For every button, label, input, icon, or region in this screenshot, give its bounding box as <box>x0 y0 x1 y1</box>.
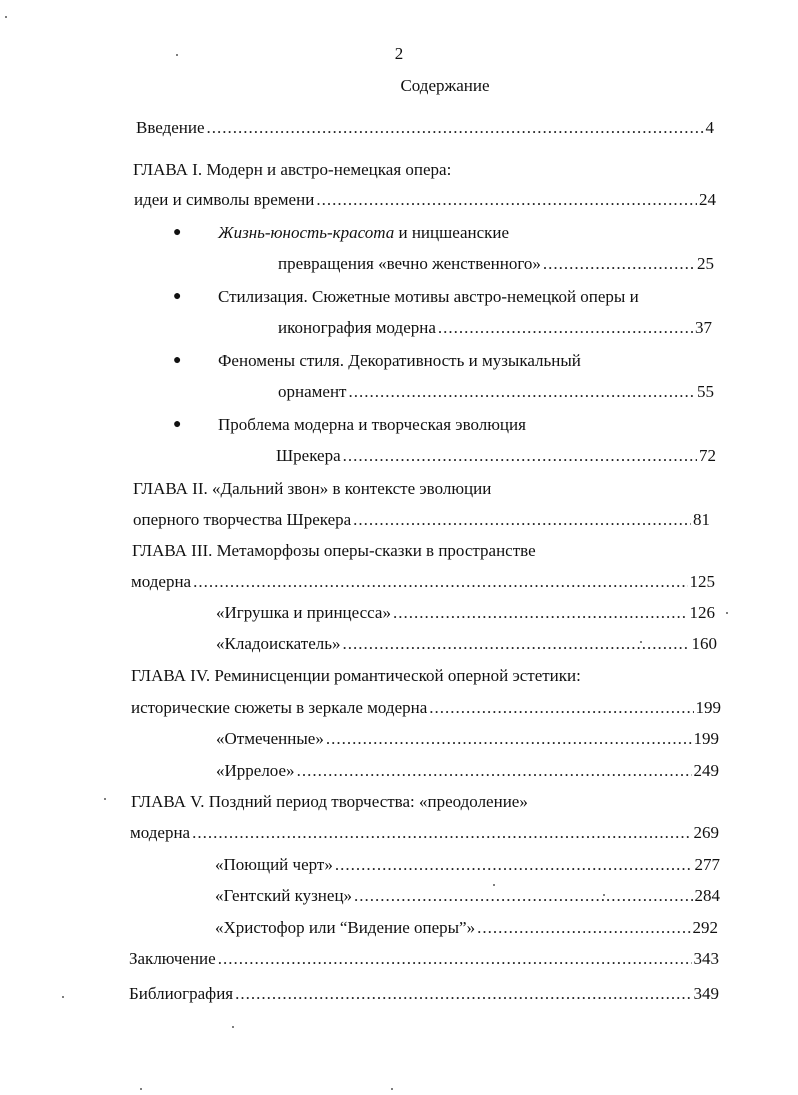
toc-page-number: 72 <box>699 446 716 465</box>
toc-page-number: 81 <box>693 510 710 529</box>
leader-dots <box>353 509 691 531</box>
leader-dots <box>429 697 693 719</box>
scan-speck <box>232 1026 234 1028</box>
toc-entry-section-3-2 <box>216 633 717 655</box>
leader-dots <box>316 189 697 211</box>
scan-speck <box>176 54 178 56</box>
leader-dots <box>393 602 688 624</box>
toc-label: орнамент <box>278 382 347 401</box>
toc-page-number: 343 <box>693 949 719 968</box>
toc-label: «Гентский кузнец» <box>215 886 353 905</box>
toc-entry-section-1-2 <box>278 317 712 339</box>
toc-label: исторические сюжеты в зеркале модерна <box>131 698 428 717</box>
scan-speck <box>640 641 642 643</box>
toc-label: «Поющий черт» <box>215 855 333 874</box>
toc-label: Заключение <box>129 949 216 968</box>
leader-dots <box>354 885 692 907</box>
toc-page-number: 37 <box>695 318 712 337</box>
toc-entry-section-1-4 <box>276 445 716 467</box>
toc-entry-section-1-1 <box>278 253 714 275</box>
leader-dots <box>218 948 692 970</box>
toc-entry-chapter-3 <box>131 571 715 593</box>
toc-entry-section-5-2 <box>215 885 720 907</box>
section-1-3-line1: Феномены стиля. Декоративность и музыкальный <box>218 351 581 370</box>
chapter-1-title-line1: ГЛАВА I. Модерн и австро-немецкая опера: <box>133 160 452 179</box>
scan-speck <box>140 1088 142 1090</box>
toc-label: «Кладоискатель» <box>216 634 341 653</box>
leader-dots <box>342 633 689 655</box>
toc-label: «Христофор или “Видение оперы”» <box>215 918 476 937</box>
toc-entry-section-3-1 <box>216 602 715 624</box>
toc-label: модерна <box>130 823 191 842</box>
toc-page-number: 249 <box>693 761 719 780</box>
chapter-4-title-line1: ГЛАВА IV. Реминисценции романтической оперной эстетики: <box>131 666 581 685</box>
scan-speck <box>726 612 728 614</box>
toc-label: «Иррелое» <box>216 761 295 780</box>
toc-entry-section-1-3 <box>278 381 714 403</box>
bullet-icon: ● <box>173 417 182 432</box>
leader-dots <box>543 253 695 275</box>
leader-dots <box>207 117 704 139</box>
toc-label: превращения «вечно женственного» <box>278 254 541 273</box>
scan-speck <box>493 884 495 886</box>
toc-label: Библиография <box>129 984 234 1003</box>
toc-page-number: 199 <box>693 729 719 748</box>
toc-page-number: 55 <box>697 382 714 401</box>
toc-page-number: 4 <box>705 118 714 137</box>
toc-page-number: 292 <box>692 918 718 937</box>
leader-dots <box>438 317 693 339</box>
toc-entry-section-5-1 <box>215 854 720 876</box>
leader-dots <box>193 571 687 593</box>
toc-label: «Отмеченные» <box>216 729 324 748</box>
scan-speck <box>391 1088 393 1090</box>
leader-dots <box>343 445 697 467</box>
section-1-4-line1: Проблема модерна и творческая эволюция <box>218 415 526 434</box>
scan-speck <box>5 16 7 18</box>
toc-entry-intro <box>136 117 714 139</box>
toc-label: Шрекера <box>276 446 341 465</box>
toc-page-number: 160 <box>691 634 717 653</box>
toc-label: Введение <box>136 118 205 137</box>
section-1-2-line1: Стилизация. Сюжетные мотивы австро-немецкой оперы и <box>218 287 639 306</box>
toc-entry-chapter-1 <box>134 189 716 211</box>
toc-page-number: 284 <box>694 886 720 905</box>
toc-page-number: 125 <box>689 572 715 591</box>
toc-entry-chapter-4 <box>131 697 721 719</box>
leader-dots <box>335 854 693 876</box>
leader-dots <box>235 983 691 1005</box>
chapter-2-title-line1: ГЛАВА II. «Дальний звон» в контексте эволюции <box>133 479 492 498</box>
section-1-1-line1 <box>218 222 509 244</box>
page-title: Содержание <box>400 76 490 95</box>
leader-dots <box>297 760 692 782</box>
toc-label: идеи и символы времени <box>134 190 315 209</box>
bullet-icon: ● <box>173 289 182 304</box>
scan-speck <box>62 996 64 998</box>
title-rest: и ницшеанские <box>394 223 510 242</box>
toc-page-number: 24 <box>699 190 716 209</box>
toc-label: модерна <box>131 572 192 591</box>
toc-entry-bibliography <box>129 983 719 1005</box>
scan-speck <box>104 798 106 800</box>
toc-page-number: 25 <box>697 254 714 273</box>
leader-dots <box>192 822 691 844</box>
chapter-5-title-line1: ГЛАВА V. Поздний период творчества: «преодоление» <box>131 792 528 811</box>
toc-entry-section-4-2 <box>216 760 719 782</box>
toc-page-number: 349 <box>693 984 719 1003</box>
toc-entry-chapter-2 <box>133 509 710 531</box>
toc-entry-section-4-1 <box>216 728 719 750</box>
toc-label: оперного творчества Шрекера <box>133 510 352 529</box>
bullet-icon: ● <box>173 225 182 240</box>
bullet-icon: ● <box>173 353 182 368</box>
leader-dots <box>348 381 695 403</box>
toc-page-number: 277 <box>694 855 720 874</box>
toc-label: иконография модерна <box>278 318 436 337</box>
chapter-3-title-line1: ГЛАВА III. Метаморфозы оперы-сказки в пространстве <box>132 541 536 560</box>
leader-dots <box>326 728 692 750</box>
leader-dots <box>477 917 690 939</box>
toc-page-number: 199 <box>695 698 721 717</box>
toc-label: «Игрушка и принцесса» <box>216 603 391 622</box>
toc-entry-conclusion <box>129 948 719 970</box>
toc-entry-chapter-5 <box>130 822 719 844</box>
scan-speck <box>603 894 605 896</box>
page-number: 2 <box>394 44 404 63</box>
italic-title: Жизнь-юность-красота <box>218 223 395 242</box>
toc-page-number: 126 <box>689 603 715 622</box>
toc-entry-section-5-3 <box>215 917 718 939</box>
toc-page-number: 269 <box>693 823 719 842</box>
